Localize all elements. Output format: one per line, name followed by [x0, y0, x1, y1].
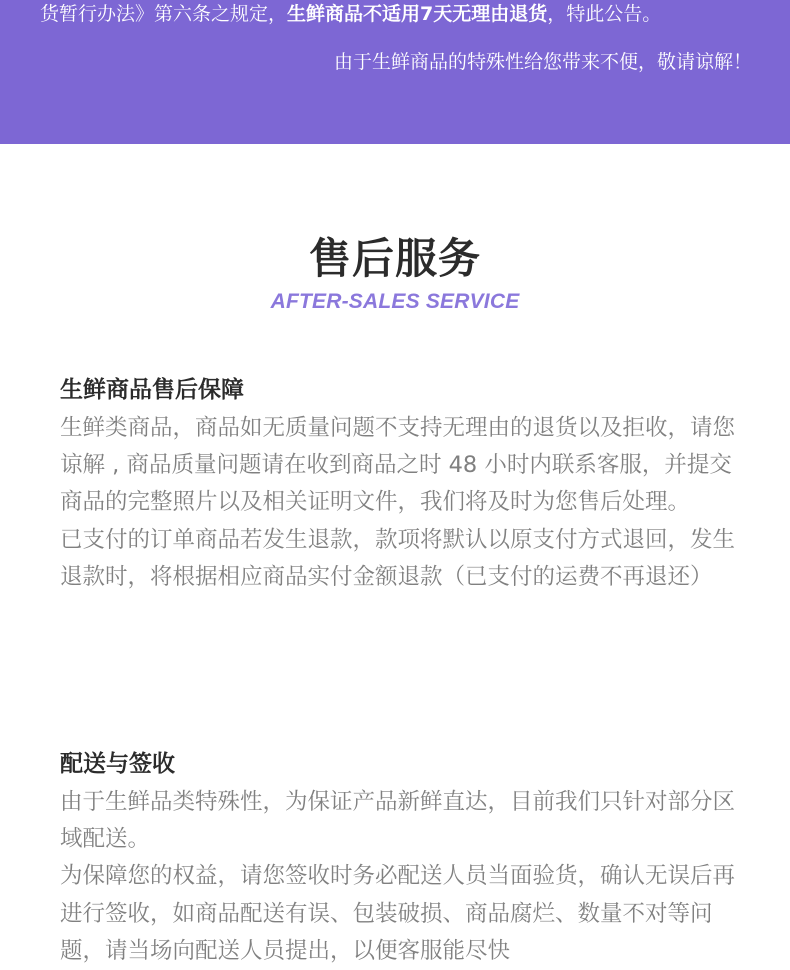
paragraph: 由于生鲜品类特殊性，为保证产品新鲜直达，目前我们只针对部分区域配送。: [60, 789, 736, 853]
notice-text-end: ，特此公告。: [547, 3, 662, 25]
page-title: 售后服务: [308, 234, 481, 283]
paragraph: 已支付的订单商品若发生退款，款项将默认以原支付方式退回，发生退款时，将根据相应商品实付金额退款（已支付的运费不再退还）: [60, 526, 736, 590]
section-heading: 生鲜商品售后保障: [60, 377, 244, 403]
page-subtitle: AFTER-SALES SERVICE: [270, 290, 520, 313]
section-delivery: [60, 746, 740, 970]
section-heading: 配送与签收: [60, 751, 175, 777]
notice-line-apology: 由于生鲜商品的特殊性给您带来不便，敬请谅解！: [333, 51, 752, 73]
notice-line-policy: [40, 0, 661, 28]
notice-text: 货暂行办法》第六条之规定，: [40, 3, 288, 25]
paragraph: 生鲜类商品，商品如无质量问题不支持无理由的退货以及拒收，请您谅解 , 商品质量问题请在收到商品之时 48 小时内联系客服，并提交商品的完整照片以及相关证明文件，我们将及时为您售后处理。: [60, 415, 736, 516]
section-fresh-guarantee: [60, 372, 740, 596]
paragraph: 为保障您的权益，请您签收时务必配送人员当面验货，确认无误后再进行签收，如商品配送有误、包装破损、商品腐烂、数量不对等问题，请当场向配送人员提出，以便客服能尽快: [60, 863, 736, 964]
notice-highlight: 生鲜商品不适用7天无理由退货: [287, 3, 548, 25]
notice-banner: [0, 0, 790, 144]
